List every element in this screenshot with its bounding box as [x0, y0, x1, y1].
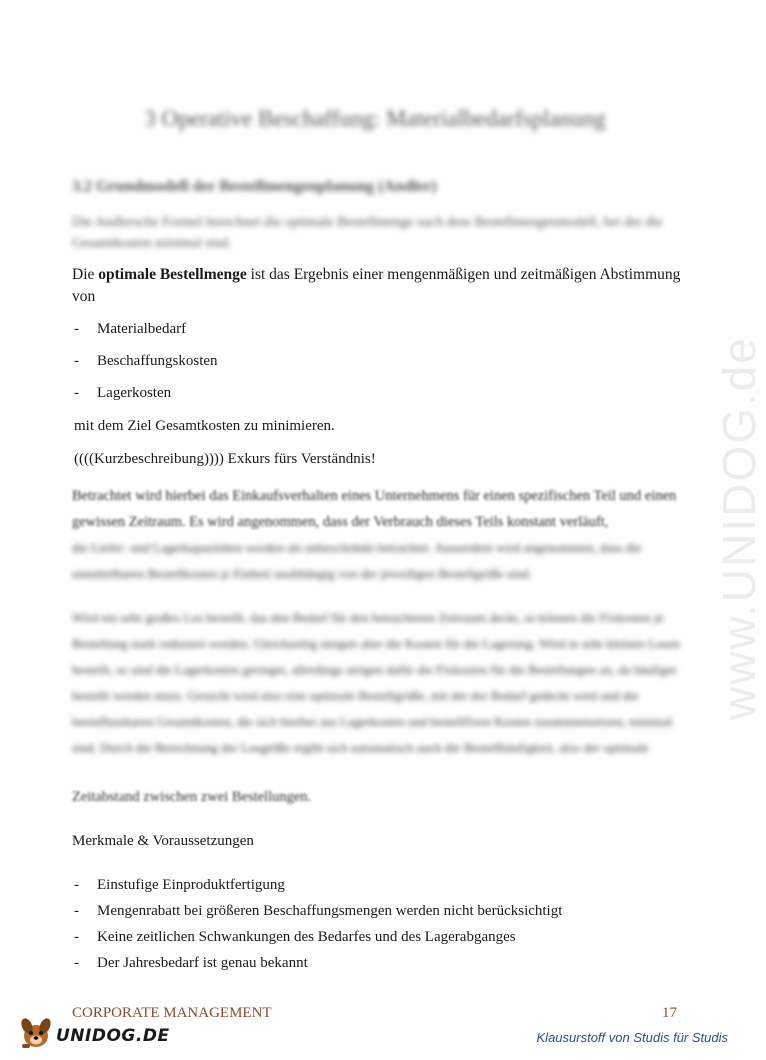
- logo-text: UNIDOG.DE: [56, 1026, 170, 1046]
- dash-bullet: -: [74, 353, 79, 369]
- footer-course-title: CORPORATE MANAGEMENT: [72, 1005, 272, 1021]
- features-heading: Merkmale & Voraussetzungen: [72, 833, 254, 849]
- paragraph-blurred-2: Wird ein sehr großes Los bestellt, das den Bedarf für den betrachteten Zeitraum deckt, so können die Fixkosten je Bestellung stark reduziert werden. Gleichzeitig steigen aber die Kosten für die Lagerung. Wird in sehr kleinen Losen bestellt, so sind die Lagerkosten geringer, allerdings steigen dafür die Fixkosten für die Bestellungen an, da häufiger bestellt werden muss. Gesucht wird also eine optimale Bestellgröße, mit der der Bedarf gedeckt wird und die beeinflussbaren Gesamtkosten, die sich hierbei aus Lagerkosten und bestellfixen Kosten zusammensetzen, minimal sind. Durch die Berechnung der Losgröße ergibt sich automatisch auch die Bestellhäufigkeit, also der optimale: [72, 610, 680, 755]
- dash-bullet: -: [74, 385, 79, 401]
- unidog-logo: [16, 1012, 170, 1052]
- dash-bullet: -: [74, 955, 79, 971]
- list-item: [72, 382, 218, 414]
- list-item-label: Beschaffungskosten: [97, 353, 218, 369]
- intro-paragraph: [72, 264, 682, 308]
- dash-bullet: -: [74, 929, 79, 945]
- list-item: [72, 952, 562, 978]
- section-title: 3.2 Grundmodell der Bestellmengenplanung (Andler): [72, 178, 437, 195]
- lead-paragraph: Die Andlersche Formel berechnet die optimale Bestellmenge nach dem Bestellmengenmodell, bei der die Gesamtkosten minimal sind.: [72, 215, 663, 251]
- paragraph-blurred-1: die Liefer- und Lagerkapazitäten werden als unbeschränkt betrachtet. Ausserdem wird angenommen, dass die unmittelbaren Bestellkosten je Einheit unabhängig von der jeweiligen Bestellgröße sind.: [72, 540, 642, 581]
- list-item: [72, 318, 218, 350]
- list-item-label: Der Jahresbedarf ist genau bekannt: [97, 955, 308, 971]
- list-item-label: Keine zeitlichen Schwankungen des Bedarfes und des Lagerabganges: [97, 929, 516, 945]
- page-number: 17: [662, 1005, 677, 1021]
- dog-icon: [16, 1012, 60, 1052]
- tagline: Klausurstoff von Studis für Studis: [536, 1030, 728, 1045]
- list-item-label: Lagerkosten: [97, 385, 172, 401]
- factor-list: [72, 318, 218, 414]
- paragraph-visible: Betrachtet wird hierbei das Einkaufsverhalten eines Unternehmens für einen spezifischen Teil und einen gewissen Zeitraum. Es wird angenommen, dass der Verbrauch dieses Teils konstant verläuft,: [72, 488, 677, 530]
- intro-prefix: Die: [72, 266, 99, 283]
- list-item: [72, 350, 218, 382]
- paragraph-tail: Zeitabstand zwischen zwei Bestellungen.: [72, 789, 312, 805]
- list-item-label: Mengenrabatt bei größeren Beschaffungsmengen werden nicht berücksichtigt: [97, 903, 563, 919]
- chapter-title: 3 Operative Beschaffung: Materialbedarfsplanung: [144, 106, 606, 131]
- list-item-label: Materialbedarf: [97, 321, 187, 337]
- list-item: [72, 900, 562, 926]
- list-item: [72, 926, 562, 952]
- dash-bullet: -: [74, 877, 79, 893]
- watermark: www.UNIDOG.de: [713, 336, 765, 720]
- intro-bold-term: optimale Bestellmenge: [98, 266, 247, 283]
- intro-suffix: ist das Ergebnis einer mengenmäßigen und zeitmäßigen Abstimmung von: [72, 266, 681, 305]
- list-item: [72, 874, 562, 900]
- dash-bullet: -: [74, 903, 79, 919]
- dash-bullet: -: [74, 321, 79, 337]
- list-item-label: Einstufige Einproduktfertigung: [97, 877, 285, 893]
- features-list: [72, 874, 562, 978]
- goal-line: mit dem Ziel Gesamtkosten zu minimieren.: [74, 418, 335, 434]
- excursus-line: ((((Kurzbeschreibung)))) Exkurs fürs Verständnis!: [74, 451, 376, 467]
